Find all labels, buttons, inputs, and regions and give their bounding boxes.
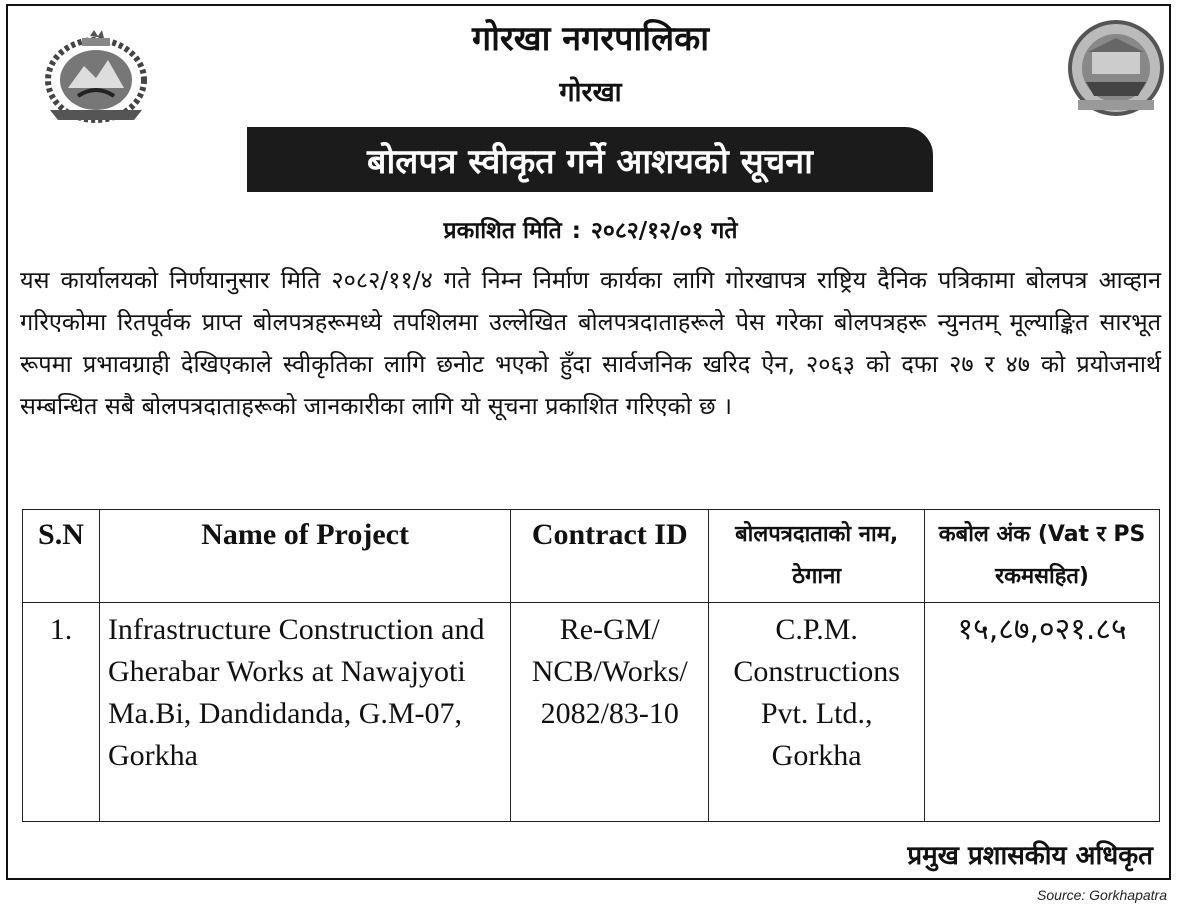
published-date: २०८२/१२/०१ गते (590, 218, 738, 244)
notice-title: बोलपत्र स्वीकृत गर्ने आशयको सूचना (247, 127, 933, 192)
signature: प्रमुख प्रशासकीय अधिकृत (907, 841, 1153, 871)
row-bidder: C.P.M. Constructions Pvt. Ltd., Gorkha (709, 603, 925, 822)
row-project: Infrastructure Construction and Gherabar Works at Nawajyoti Ma.Bi, Dandidanda, G.M-07, Gorkha (99, 603, 510, 822)
table-row (23, 603, 1160, 822)
header-project: Name of Project (99, 510, 510, 603)
source-credit: Source: Gorkhapatra (1037, 887, 1167, 903)
table-header-row (23, 510, 1160, 603)
published-separator: : (571, 218, 581, 244)
row-amount: १५,८७,०२१.८५ (925, 603, 1160, 822)
org-city: गोरखा (559, 77, 622, 108)
published-label: प्रकाशित मिति (443, 218, 562, 244)
header-bidder: बोलपत्रदाताको नाम, ठेगाना (709, 510, 925, 603)
header-contract: Contract ID (511, 510, 709, 603)
notice-body: यस कार्यालयको निर्णयानुसार मिति २०८२/११/४ गते निम्न निर्माण कार्यका लागि गोरखापत्र राष्ट्रिय दैनिक पत्रिकामा बोलपत्र आव्हान गरिएकोमा रितपूर्वक प्राप्त बोलपत्रहरूमध्ये तपशिलमा उल्लेखित बोलपत्रदाताहरूले पेस गरेका बोलपत्रहरू न्युनतम् मूल्याङ्कित सारभूत रूपमा प्रभावग्राही देखिएकाले स्वीकृतिका लागि छनोट भएको हुँदा सार्वजनिक खरिद ऐन, २०६३ को दफा २७ र ४७ को प्रयोजनार्थ सम्बन्धित सबै बोलपत्रदाताहरूको जानकारीका लागि यो सूचना प्रकाशित गरिएको छ । (20, 266, 1161, 420)
row-sn: 1. (23, 603, 100, 822)
header-sn: S.N (23, 510, 100, 603)
org-name: गोरखा नगरपालिका (471, 19, 710, 59)
row-contract-id: Re-GM/ NCB/Works/ 2082/83-10 (511, 603, 709, 822)
header-amount: कबोल अंक (Vat र PS रकमसहित) (925, 510, 1160, 603)
published-date-line (0, 213, 1181, 245)
bid-table (22, 509, 1160, 822)
